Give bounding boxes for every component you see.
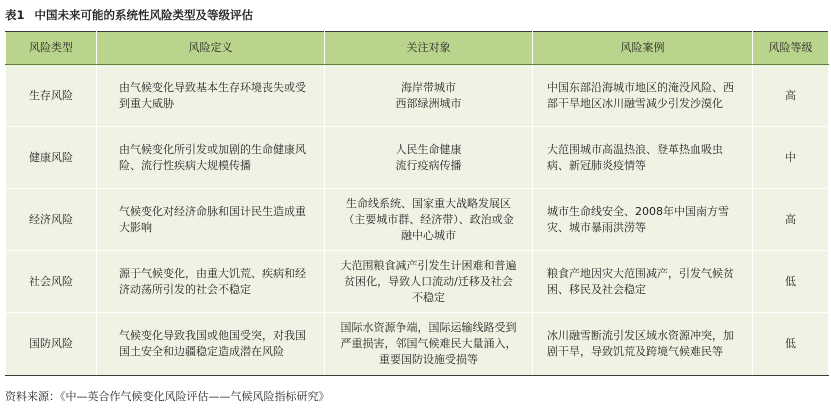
cell-risk-cases: 粮食产地因灾大范围减产，引发气候贫困、移民及社会稳定	[533, 251, 753, 313]
focus-line: 海岸带城市	[401, 80, 456, 94]
table-header-row	[6, 32, 829, 65]
cell-risk-level: 高	[753, 189, 829, 251]
header-focus-object: 关注对象	[325, 32, 533, 65]
cell-focus-object	[325, 65, 533, 127]
cell-focus-object: 大范围粮食减产引发生计困难和普遍贫困化，导致人口流动/迁移及社会不稳定	[325, 251, 533, 313]
cell-risk-level: 低	[753, 251, 829, 313]
cell-risk-cases: 冰川融雪断流引发区域水资源冲突，加剧干旱，导致饥荒及跨境气候难民等	[533, 313, 753, 376]
cell-risk-cases: 大范围城市高温热浪、登革热血吸虫病、新冠肺炎疫情等	[533, 127, 753, 189]
cell-risk-level: 高	[753, 65, 829, 127]
header-risk-type: 风险类型	[6, 32, 97, 65]
cell-risk-level: 中	[753, 127, 829, 189]
table-row	[6, 65, 829, 127]
cell-risk-type: 经济风险	[6, 189, 97, 251]
cell-risk-definition: 气候变化导致我国或他国受突，对我国国土安全和边疆稳定造成潜在风险	[97, 313, 325, 376]
header-risk-cases: 风险案例	[533, 32, 753, 65]
cell-focus-object: 生命线系统、国家重大战略发展区（主要城市群、经济带）、政治或金融中心城市	[325, 189, 533, 251]
cell-risk-type: 生存风险	[6, 65, 97, 127]
table-number: 表1	[5, 8, 25, 22]
focus-line: 西部绿洲城市	[395, 96, 462, 110]
table-row	[6, 313, 829, 376]
cell-risk-level: 低	[753, 313, 829, 376]
cell-risk-type: 社会风险	[6, 251, 97, 313]
table-row	[6, 251, 829, 313]
cell-risk-cases: 城市生命线安全、2008年中国南方雪灾、城市暴雨洪涝等	[533, 189, 753, 251]
header-risk-definition: 风险定义	[97, 32, 325, 65]
cell-focus-object	[325, 127, 533, 189]
cell-risk-definition: 源于气候变化，由重大饥荒、疾病和经济动荡所引发的社会不稳定	[97, 251, 325, 313]
cell-risk-definition: 气候变化对经济命脉和国计民生造成重大影响	[97, 189, 325, 251]
table-row	[6, 127, 829, 189]
table-row	[6, 189, 829, 251]
table-caption	[5, 5, 253, 25]
cell-risk-type: 国防风险	[6, 313, 97, 376]
table-title: 中国未来可能的系统性风险类型及等级评估	[34, 8, 254, 22]
header-risk-level: 风险等级	[753, 32, 829, 65]
risk-assessment-table	[5, 31, 829, 376]
focus-line: 流行疫病传播	[395, 158, 462, 172]
focus-line: 人民生命健康	[395, 142, 462, 156]
cell-risk-type: 健康风险	[6, 127, 97, 189]
source-note: 资料来源：《中—英合作气候变化风险评估——气候风险指标研究》	[5, 390, 330, 403]
cell-risk-definition: 由气候变化所引发或加剧的生命健康风险、流行性疾病大规模传播	[97, 127, 325, 189]
cell-risk-cases: 中国东部沿海城市地区的淹没风险、西部干旱地区冰川融雪减少引发沙漠化	[533, 65, 753, 127]
cell-focus-object: 国际水资源争端，国际运输线路受到严重损害，邻国气候难民大量涌入，重要国防设施受损等	[325, 313, 533, 376]
cell-risk-definition: 由气候变化导致基本生存环境丧失或受到重大威胁	[97, 65, 325, 127]
